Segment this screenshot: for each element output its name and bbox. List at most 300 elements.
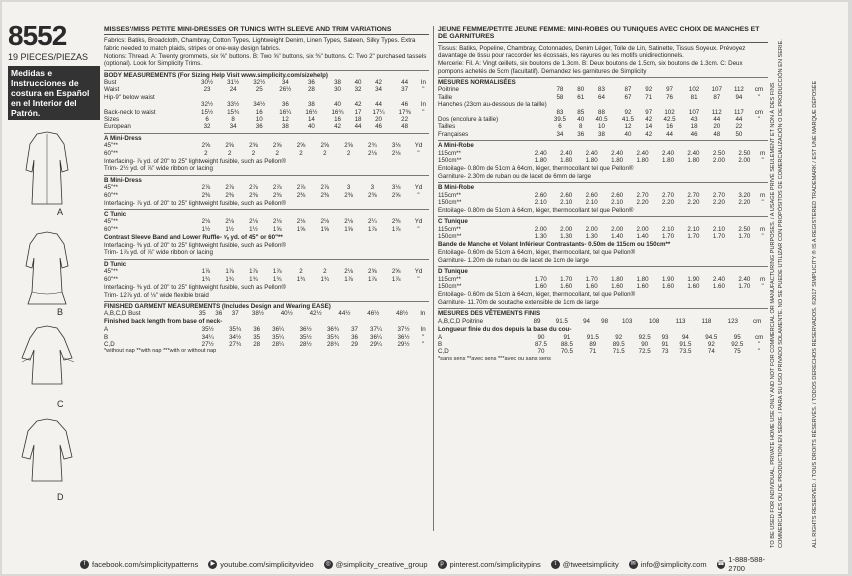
d-tunic-title: D Tunic <box>104 259 429 268</box>
table-cell: 15¾ <box>227 108 240 116</box>
table-cell: 30½ <box>201 78 214 86</box>
table-cell: 2⅝ <box>320 142 330 150</box>
table-cell: 43 <box>690 115 698 123</box>
footer-text: @tweetsimplicity <box>562 559 619 569</box>
row-label: Sizes <box>104 115 120 123</box>
table-cell: 36 <box>307 78 315 86</box>
table-cell: " <box>757 93 760 101</box>
table-cell: 23 <box>203 86 211 94</box>
table-cell: 10 <box>255 115 263 123</box>
table-cell: 2.00 <box>560 225 573 233</box>
table-cell: 73.5 <box>679 348 692 356</box>
table-cell: 2⅞ <box>249 184 258 192</box>
table-cell: 32½ <box>201 101 214 109</box>
table-row <box>104 94 429 101</box>
table-row <box>438 192 768 199</box>
row-label: Tailles <box>438 123 456 131</box>
table-cell: 70.5 <box>560 348 573 356</box>
table-row <box>438 101 768 108</box>
table-cell <box>547 101 573 108</box>
table-cell: 46½ <box>367 310 380 318</box>
table-cell: 2.40 <box>687 149 700 157</box>
table-row <box>104 116 429 123</box>
table-cell: 36 <box>351 333 358 341</box>
table-cell: 81 <box>690 93 698 101</box>
table-cell: 29½ <box>397 340 410 348</box>
footer-item[interactable] <box>629 555 707 573</box>
row-label: B <box>104 333 109 341</box>
table-cell: 46 <box>375 123 382 131</box>
table-cell: 1.70 <box>687 233 700 241</box>
table-row <box>438 123 768 130</box>
table-row <box>104 109 429 116</box>
table-cell: 1.40 <box>611 233 624 241</box>
table-row <box>438 276 768 283</box>
table-cell: 1⅞ <box>344 275 353 283</box>
table-cell: 32½ <box>253 78 266 86</box>
a-mini-dress-title: A Mini-Dress <box>104 133 429 142</box>
table-cell: " <box>417 275 420 283</box>
table-cell: 16 <box>334 115 341 123</box>
table-cell: 1.80 <box>636 157 649 164</box>
table-cell: 2.40 <box>560 149 573 157</box>
table-cell: 2¾ <box>368 142 377 150</box>
table-cell: 1.60 <box>560 283 573 291</box>
table-cell: cm <box>754 333 764 341</box>
table-cell: 1.60 <box>585 283 598 291</box>
table-cell: Yd <box>414 184 423 192</box>
table-cell: 87 <box>624 86 632 94</box>
table-row <box>104 192 429 199</box>
c-metrage-table <box>438 226 768 241</box>
d-trim: Trim- 12⅞ yd. of ⅛" wide flexible braid <box>104 291 209 299</box>
footer-item[interactable] <box>717 555 780 573</box>
table-cell: cm <box>753 317 762 325</box>
twitter-icon: t <box>551 560 560 569</box>
table-cell: 64 <box>598 93 605 101</box>
a-entoilage: Entoilage- 0.80m de 51cm à 64cm, léger, thermocollant tel que Pellon® <box>438 164 634 172</box>
table-cell: 2.00 <box>585 225 598 233</box>
table-cell: In <box>420 101 426 109</box>
table-cell: 2.20 <box>687 199 700 207</box>
table-cell: 1⅞ <box>225 268 234 276</box>
table-cell: 36½ <box>299 326 312 334</box>
table-cell: 24 <box>229 86 237 94</box>
table-cell: 71.5 <box>612 348 625 356</box>
table-cell: " <box>761 199 764 207</box>
b-mini-dress-title: B Mini-Dress <box>104 175 429 184</box>
table-cell: 42 <box>354 101 362 109</box>
b-metrage-table <box>438 192 768 207</box>
d-metrage-table <box>438 276 768 291</box>
table-cell: 2.10 <box>687 225 700 233</box>
table-cell: 32 <box>354 86 362 94</box>
figure-d-label: D <box>57 492 64 502</box>
table-cell: 108 <box>648 317 660 325</box>
figure-a-illustration <box>12 130 82 208</box>
row-label: Taille <box>438 93 453 101</box>
table-cell: 2.10 <box>534 199 547 207</box>
table-cell: 35 <box>253 333 261 341</box>
table-cell: 107 <box>711 86 722 94</box>
table-cell: 42½ <box>309 310 322 318</box>
table-cell: 2 <box>323 268 327 276</box>
table-cell: 25 <box>255 86 263 94</box>
table-cell: 2.50 <box>738 225 751 233</box>
table-row <box>438 157 768 164</box>
table-cell: 70 <box>537 348 545 356</box>
table-cell: 1.60 <box>534 283 547 291</box>
footer-text: pinterest.com/simplicitypins <box>449 559 541 569</box>
email-icon: ✉ <box>630 560 636 567</box>
table-cell: 2.10 <box>611 199 624 207</box>
table-cell: 1⅞ <box>368 275 377 283</box>
row-label: A,B,C,D Bust <box>104 310 141 318</box>
table-cell: 26½ <box>279 86 292 94</box>
table-cell: 2⅞ <box>320 184 330 192</box>
row-label: Waist <box>104 86 120 94</box>
facebook-icon: f <box>80 560 89 569</box>
table-row <box>104 341 429 348</box>
table-cell: 1.60 <box>712 283 725 291</box>
table-cell: 8 <box>231 115 235 123</box>
table-cell: 32 <box>203 123 211 131</box>
row-label: Hip-9" below waist <box>104 93 155 101</box>
table-cell: 123 <box>727 317 738 325</box>
table-cell: 1.80 <box>611 157 624 164</box>
table-cell: 28 <box>253 340 261 348</box>
table-cell: 2.20 <box>636 199 649 207</box>
table-cell: 1.80 <box>661 157 675 164</box>
table-cell: 36 <box>215 310 223 318</box>
figure-c-illustration <box>12 324 82 402</box>
row-label: 60"** <box>104 191 118 199</box>
table-cell: 90 <box>537 333 545 341</box>
table-cell: 39.5 <box>553 115 566 123</box>
table-row <box>104 334 429 341</box>
table-cell: 29¼ <box>370 340 383 348</box>
b-interfacing: Interfacing- ⅞ yd. of 20" to 25" lightweight fusible, such as Pellon® <box>104 199 286 207</box>
table-cell: 2⅝ <box>272 142 282 150</box>
table-cell: 1¾ <box>201 275 211 283</box>
table-cell: 35¾ <box>326 333 340 341</box>
table-cell: 37½ <box>397 326 410 334</box>
pattern-number: 8552 <box>8 20 67 51</box>
table-cell: 2⅛ <box>225 218 234 226</box>
table-cell: 41.5 <box>621 115 634 123</box>
table-cell: 3⅛ <box>391 184 401 192</box>
table-cell: 8 <box>578 123 583 131</box>
notions-text: Notions: Thread. A: Twenty grommets, six ⅝" buttons. B: Two ⅝" buttons, six ⅜" buttons. C: Two 2" purchased tassels (optional). Look for Simplicity Trims. <box>104 52 427 68</box>
table-cell: 85 <box>577 108 585 116</box>
row-label: Bust <box>104 78 117 86</box>
table-cell: 92.5 <box>731 340 744 348</box>
table-cell: 2 <box>323 149 327 157</box>
table-cell: 2.10 <box>585 199 598 207</box>
footer-text: youtube.com/simplicityvideo <box>220 559 314 569</box>
table-cell: 2.10 <box>661 225 675 233</box>
table-cell: 18 <box>354 115 362 123</box>
row-label: 115cm** <box>438 191 461 199</box>
table-cell: Yd <box>414 268 423 276</box>
table-cell: 1½ <box>225 225 234 233</box>
table-cell: 73 <box>661 348 669 356</box>
row-label <box>104 101 194 108</box>
table-cell: " <box>761 233 764 241</box>
finis-title: MESURES DES VÊTEMENTS FINIS <box>438 308 768 317</box>
table-cell: 35½ <box>201 326 214 334</box>
row-label: 115cm** <box>438 225 461 233</box>
table-cell: 94.5 <box>705 333 718 341</box>
table-cell: 40 <box>577 115 585 123</box>
row-label: A,B,C,D Poitrine <box>438 317 484 325</box>
row-label: 45"** <box>104 184 118 192</box>
table-cell <box>728 101 750 108</box>
table-cell: 37 <box>231 310 239 318</box>
table-cell: 2⅝ <box>249 142 258 150</box>
table-cell: 30 <box>334 86 341 94</box>
row-label: C,D <box>438 348 449 356</box>
table-cell <box>324 94 350 101</box>
footer-item[interactable] <box>438 555 541 573</box>
table-cell: 28½ <box>299 340 312 348</box>
table-cell: In <box>420 310 426 318</box>
footer-item[interactable] <box>551 555 619 573</box>
table-cell: 2 <box>299 149 303 157</box>
table-cell: 2.60 <box>534 191 547 199</box>
table-cell: 1.30 <box>534 233 547 241</box>
table-cell: 107 <box>688 108 700 116</box>
table-cell: 40 <box>307 123 315 131</box>
table-cell: 2.00 <box>738 157 751 164</box>
row-label: A <box>438 333 443 341</box>
table-row <box>438 233 768 240</box>
table-cell: 42 <box>375 78 382 86</box>
row-label: 150cm** <box>438 157 462 164</box>
table-row <box>104 184 429 191</box>
table-cell <box>418 94 429 101</box>
french-footnote: *sans sens **avec sens ***avec ou sans sens <box>438 355 551 362</box>
table-cell: 1⅞ <box>249 268 258 276</box>
table-row <box>104 142 429 149</box>
table-row <box>438 318 768 325</box>
table-cell: 2.40 <box>611 149 624 157</box>
table-cell: 72.5 <box>638 348 651 356</box>
table-cell: 27½ <box>201 340 214 348</box>
table-cell: 95 <box>733 333 741 341</box>
table-cell <box>615 101 641 108</box>
table-cell: 2.00 <box>712 157 725 164</box>
mesures-title: MESURES NORMALISÉES <box>438 77 768 86</box>
pinterest-icon: p <box>438 560 447 569</box>
table-cell: 2⅛ <box>296 218 306 226</box>
table-cell: 2⅛ <box>320 218 330 226</box>
table-cell: 74 <box>707 348 715 356</box>
table-cell: m <box>759 275 766 283</box>
table-cell: 46 <box>690 130 698 138</box>
table-cell: 2.70 <box>712 191 725 199</box>
finished-length-table <box>104 326 429 348</box>
table-cell <box>246 94 272 101</box>
table-cell: 1.70 <box>661 233 675 241</box>
b-mini-robe-title: B Mini-Robe <box>438 182 768 191</box>
fabrics-text: Fabrics: Batiks, Broadcloth, Chambray, Cotton Types, Lightweight Denim, Linen Types, Sateen, Silky Types. Extra fabric needed to match plaids, stripes or one-way design fabrics. <box>104 37 416 52</box>
table-row <box>104 86 429 93</box>
table-cell: 38 <box>334 78 341 86</box>
table-cell: 2.60 <box>560 191 573 199</box>
mercerie-text: Mercerie: Fil. A: Vingt œillets, six boutons de 1.3cm. B: Deux boutons de 1.5cm, six boutons de 1.3cm. C: Deux pompons achetés de 5cm (facultatif). Demandez les garnitures de Simplicity <box>438 60 743 75</box>
table-cell: m <box>759 191 766 199</box>
table-cell: 93 <box>661 333 669 341</box>
mesures-table <box>438 86 768 138</box>
table-row <box>104 79 429 86</box>
table-cell: 28¾ <box>326 340 340 348</box>
row-label: 115cm** <box>438 149 461 157</box>
table-cell <box>365 94 391 101</box>
a-garniture: Garniture- 2.30m de ruban ou de lacet de 6mm de large <box>438 172 592 180</box>
row-label: 150cm** <box>438 233 462 241</box>
table-cell: 2.60 <box>611 191 624 199</box>
table-cell: 38 <box>598 130 605 138</box>
table-cell: 2⅝ <box>391 191 401 199</box>
finis-poitrine-table <box>438 318 768 325</box>
table-cell: 1⅝ <box>296 225 306 233</box>
footer-text: 1-888-588-2700 <box>728 555 765 573</box>
table-cell: 37 <box>401 86 409 94</box>
table-cell: 87.5 <box>534 340 547 348</box>
footer-item[interactable] <box>324 555 428 573</box>
table-cell: 2⅜ <box>225 191 234 199</box>
table-cell: 2 <box>204 149 208 157</box>
table-cell: 2⅞ <box>201 184 211 192</box>
table-cell: 17 <box>354 108 362 116</box>
table-cell: 2.40 <box>585 149 598 157</box>
table-cell: 36½ <box>397 333 410 341</box>
table-row <box>104 268 429 275</box>
row-label: Back-neck to waist <box>104 108 156 116</box>
table-cell: 1.70 <box>738 233 751 241</box>
table-cell: 91.5 <box>555 317 568 325</box>
table-cell: 28¼ <box>272 340 285 348</box>
table-cell: 44½ <box>338 310 351 318</box>
table-cell: 16 <box>666 123 673 131</box>
table-cell: 1.70 <box>738 283 751 291</box>
row-label: Poitrine <box>438 86 459 94</box>
table-cell: 80 <box>577 86 585 94</box>
table-cell: 1½ <box>249 225 258 233</box>
c-tunic-title: C Tunic <box>104 209 429 218</box>
table-cell: 2.10 <box>560 199 573 207</box>
table-cell: 2.00 <box>611 225 624 233</box>
row-label: A <box>104 326 109 334</box>
table-cell: 1¾ <box>225 275 234 283</box>
table-cell: 1.40 <box>636 233 649 241</box>
table-cell: 16½ <box>305 108 318 116</box>
a-interfacing: Interfacing- ⅞ yd. of 20" to 25" lightweight fusible, such as Pellon® <box>104 157 286 165</box>
table-cell: 94 <box>681 333 689 341</box>
table-cell: In <box>420 78 426 86</box>
table-cell: 15½ <box>201 108 214 116</box>
table-cell: 1⅞ <box>272 268 282 276</box>
spanish-note: Medidas e Instrucciones de costura en Español en el Interior del Patrón. <box>8 66 100 120</box>
table-cell: 2.40 <box>636 149 649 157</box>
figure-a-label: A <box>57 207 64 217</box>
table-cell: 90 <box>641 340 649 348</box>
table-cell: 2⅞ <box>296 184 306 192</box>
table-cell: 29 <box>351 340 358 348</box>
a-yardage-table <box>104 142 429 157</box>
table-cell: 1.60 <box>661 283 675 291</box>
table-cell: 36¼ <box>272 326 285 334</box>
c-interfacing: Interfacing- ⅜ yd. of 20" to 25" lightweight fusible, such as Pellon® <box>104 241 286 249</box>
table-cell: 2.50 <box>712 149 725 157</box>
footer-item[interactable] <box>80 555 198 573</box>
table-cell: 38½ <box>251 310 264 318</box>
d-interfacing: Interfacing- ⅜ yd. of 20" to 25" lightweight fusible, such as Pellon® <box>104 283 286 291</box>
table-cell: 37 <box>351 326 358 334</box>
table-row <box>438 334 768 341</box>
table-cell: Yd <box>414 218 423 226</box>
table-cell: 102 <box>688 86 700 94</box>
table-cell: 6 <box>205 115 209 123</box>
table-cell: 2⅞ <box>272 184 282 192</box>
table-cell: 1⅞ <box>391 275 401 283</box>
table-cell: 1.80 <box>687 157 700 164</box>
table-cell: 2.10 <box>712 225 725 233</box>
table-cell: 2⅛ <box>344 218 353 226</box>
table-cell: 14 <box>645 123 653 131</box>
table-cell: 103 <box>621 317 633 325</box>
table-cell: 16 <box>255 108 263 116</box>
table-row <box>438 226 768 233</box>
table-cell: 98 <box>601 317 609 325</box>
table-cell: 67 <box>624 93 632 101</box>
footer-text: @simplicity_creative_group <box>335 559 428 569</box>
table-cell: 2⅝ <box>391 268 401 276</box>
table-cell: 36 <box>255 123 263 131</box>
row-label: C,D <box>104 340 115 348</box>
figure-b-illustration <box>12 230 82 308</box>
table-cell: 91 <box>563 333 571 341</box>
row-label: 115cm** <box>438 275 461 283</box>
a-metrage-table <box>438 150 768 165</box>
a-mini-robe-title: A Mini-Robe <box>438 140 768 149</box>
footer-item[interactable] <box>208 555 313 573</box>
b-entoilage: Entoilage- 0.80m de 51cm à 64cm, léger, thermocollant tel que Pellon® <box>438 206 634 214</box>
table-cell: 44 <box>713 115 721 123</box>
table-cell: 18 <box>690 123 698 131</box>
table-cell: 89 <box>589 340 597 348</box>
finished-bust-table <box>104 310 429 317</box>
table-cell: 38 <box>281 123 289 131</box>
french-title: JEUNE FEMME/PETITE JEUNE FEMME: MINI-ROBES OU TUNIQUES AVEC CHOIX DE MANCHES ET DE GARNITURES <box>438 26 768 43</box>
table-cell: 10 <box>598 123 605 131</box>
table-row <box>438 116 768 123</box>
table-cell: 113 <box>675 317 686 325</box>
table-cell: 1¾ <box>296 275 306 283</box>
legal-line-3: ALL RIGHTS RESERVED. / TOUS DROITS RÉSERVÉS. / TODOS DERECHOS RESERVADOS. ©2017 SIMPLICITY ® IS A REGISTERED TRADEMARK / EST UNE MARQUE DÉPOSÉE <box>812 80 818 548</box>
table-cell: 2⅛ <box>201 218 211 226</box>
table-cell: 40 <box>334 101 341 109</box>
table-cell: 1⅞ <box>201 268 211 276</box>
table-cell: 97 <box>666 86 673 94</box>
table-cell: 44 <box>401 78 409 86</box>
table-cell: " <box>758 348 761 356</box>
table-row <box>438 283 768 290</box>
table-cell: 17⅜ <box>398 108 411 116</box>
table-cell: 1⅝ <box>344 225 353 233</box>
table-cell: 2.20 <box>738 199 751 207</box>
